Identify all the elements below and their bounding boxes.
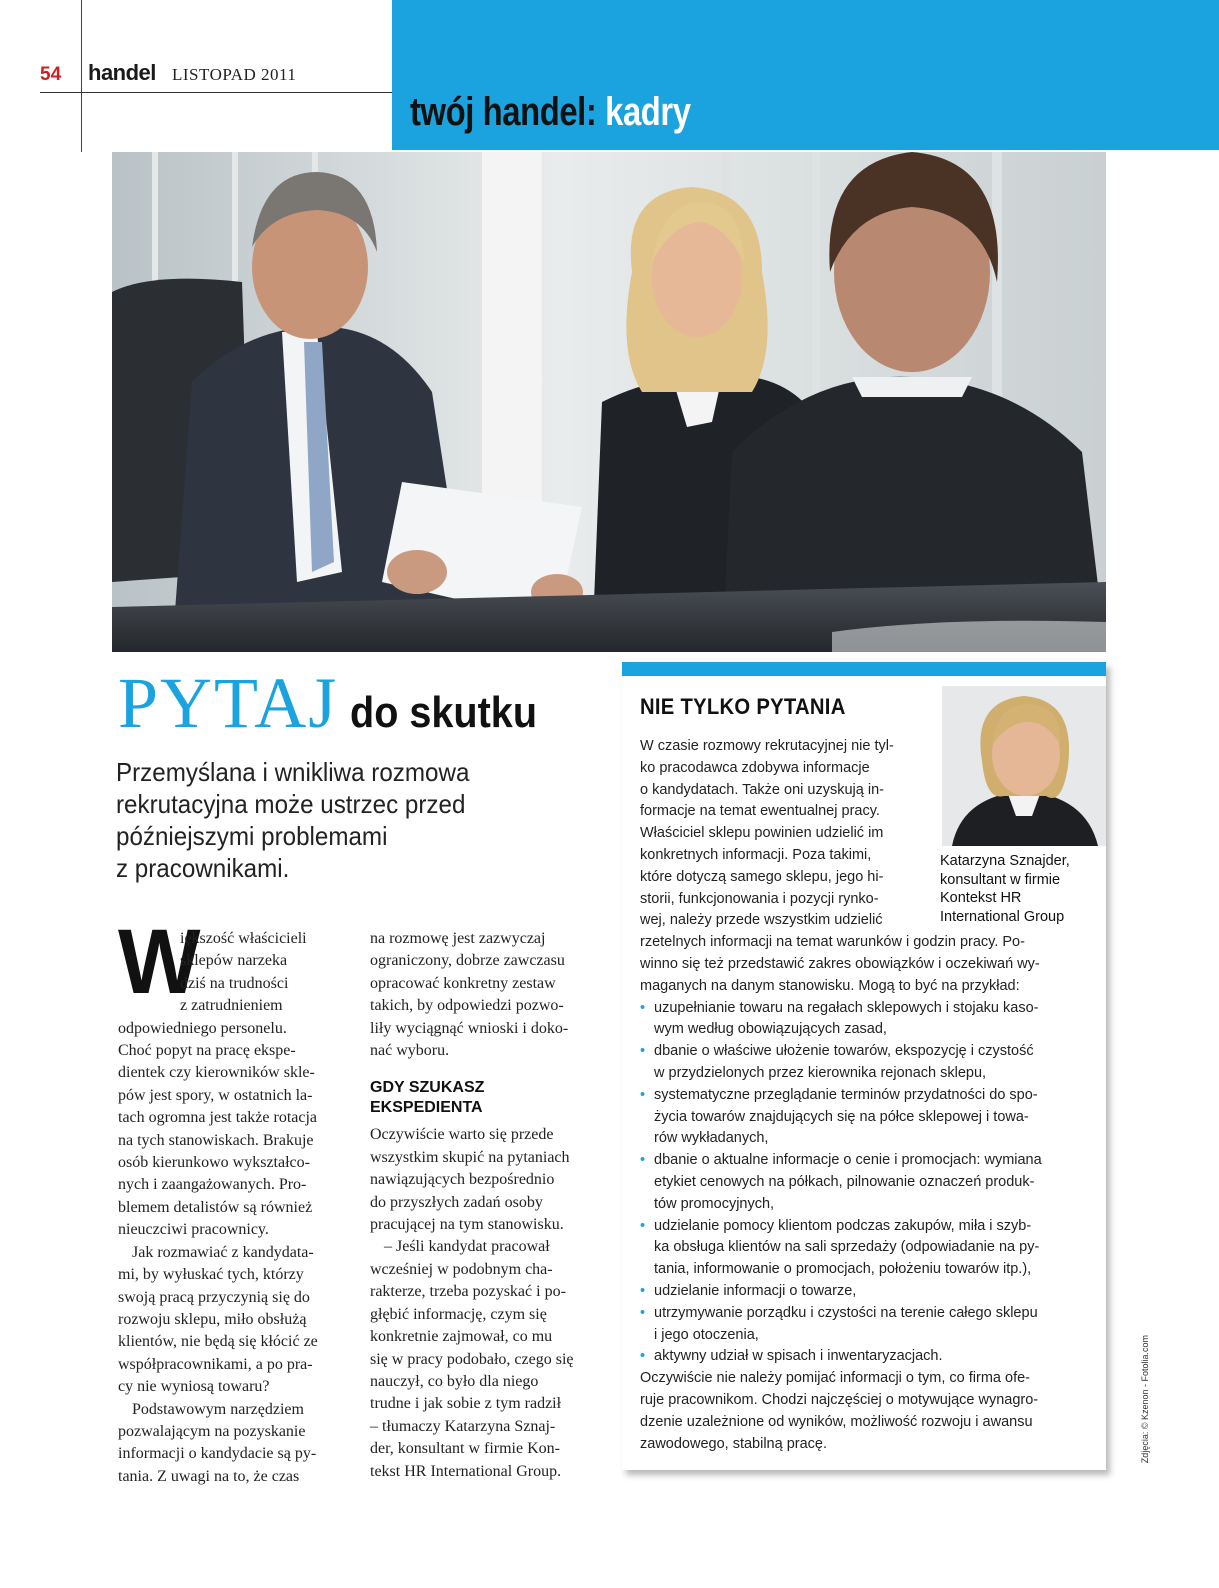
text-line: rzetelnych informacji na temat warunków i godzin pracy. Po- <box>640 934 1025 951</box>
text-line: blemem detalistów są również <box>118 1198 313 1216</box>
text-line: • udzielanie pomocy klientom podczas zakupów, miła i szyb- <box>654 1217 1032 1234</box>
issue-date: LISTOPAD 2011 <box>172 65 297 84</box>
text-line: maganych na danym stanowisku. Mogą to być na przykład: <box>640 977 1020 994</box>
text-line: pracującej na tym stanowisku. <box>370 1216 564 1234</box>
header-divider-vertical <box>81 0 82 152</box>
text-line: współpracownikami, a po pra- <box>118 1355 313 1373</box>
caption-line: International Group <box>940 908 1065 925</box>
text-line: ruje pracownikom. Chodzi najczęściej o motywujące wynagro- <box>640 1391 1039 1408</box>
text-line: Jak rozmawiać z kandydata- <box>132 1243 314 1261</box>
text-line: ka obsługa klientów na sali sprzedaży (odpowiadanie na py- <box>654 1239 1040 1256</box>
caption-line: Kontekst HR <box>940 890 1022 906</box>
text-line: do przyszłych zadań osoby <box>370 1193 543 1211</box>
text-line: – tłumaczy Katarzyna Sznaj- <box>370 1417 556 1435</box>
text-line: ograniczony, dobrze zawczasu <box>370 952 565 970</box>
text-line: Oczywiście nie należy pomijać informacji o tym, co firma ofe- <box>640 1370 1031 1387</box>
text-line: nieuczciwi pracownicy. <box>118 1221 269 1239</box>
lead-line: z pracownikami. <box>116 853 290 883</box>
bullet-list <box>640 998 1100 1369</box>
text-line: z zatrudnieniem <box>180 997 283 1015</box>
text-line: się w pracy podobało, czego się <box>370 1350 574 1368</box>
section-title-accent: kadry <box>605 90 691 134</box>
article-subheading <box>370 1078 598 1118</box>
section-title-prefix: twój handel: <box>410 90 606 134</box>
list-item <box>640 1085 1100 1150</box>
list-item <box>640 1346 1100 1368</box>
text-line: rakterze, trzeba pozyskać i po- <box>370 1283 566 1301</box>
text-line: cy nie wyniosą towaru? <box>118 1378 270 1396</box>
text-line: • udzielanie informacji o towarze, <box>654 1282 857 1299</box>
text-line: formacje na temat ewentualnej pracy. <box>640 803 880 820</box>
magazine-name: handel <box>88 60 156 85</box>
text-line: takich, by odpowiedzi pozwo- <box>370 997 564 1015</box>
text-line: rozwoju sklepu, miło obsłużą <box>118 1310 307 1328</box>
article-column-1 <box>118 928 340 1488</box>
text-line: dzenie uzależnione od wyników, możliwość rozwoju i awansu <box>640 1413 1033 1430</box>
lead-line: rekrutacyjna może ustrzec przed <box>116 789 466 819</box>
text-line: – Jeśli kandydat pracował <box>384 1238 550 1256</box>
text-line: • utrzymywanie porządku i czystości na terenie całego sklepu <box>654 1304 1038 1321</box>
drop-cap: W <box>118 911 201 1013</box>
text-line: liły wyciągnąć wnioski i doko- <box>370 1019 569 1037</box>
list-item <box>640 998 1100 1042</box>
text-line: które dotyczą samego sklepu, jego hi- <box>640 868 884 885</box>
text-line: trudne i jak sobie z tym radził <box>370 1395 562 1413</box>
text-line: w przydzielonych przez kierownika rejonach sklepu, <box>654 1064 987 1081</box>
text-line: tach ogromna jest także rotacja <box>118 1109 318 1127</box>
text-line: swoją pracą przyczynią się do <box>118 1288 310 1306</box>
text-line: na rozmowę jest zazwyczaj <box>370 930 546 947</box>
text-line: sklepów narzeka <box>180 952 288 970</box>
sidebar-title: NIE TYLKO PYTANIA <box>640 694 846 719</box>
text-line: nać wyboru. <box>370 1042 450 1060</box>
subheading-line: GDY SZUKASZ <box>370 1079 485 1097</box>
text-line: wszystkim skupić na pytaniach <box>370 1148 570 1166</box>
text-line: etykiet cenowych na półkach, pilnowanie oznaczeń produk- <box>654 1173 1035 1190</box>
sidebar-body <box>640 736 1100 1455</box>
text-line: informacji o kandydacie są py- <box>118 1445 317 1463</box>
text-line: wcześniej w podobnym cha- <box>370 1260 553 1278</box>
text-line: wym według obowiązujących zasad, <box>654 1021 887 1038</box>
article-headline <box>118 662 558 745</box>
text-line: opracować konkretny zestaw <box>370 974 556 992</box>
caption-line: Katarzyna Sznajder, <box>940 853 1070 869</box>
list-item <box>640 1150 1100 1215</box>
page-number: 54 <box>40 64 62 85</box>
sidebar-box <box>622 662 1106 1470</box>
text-line: odpowiedniego personelu. <box>118 1019 287 1037</box>
text-line: i jego otoczenia, <box>654 1326 759 1343</box>
header-rule <box>40 92 392 93</box>
text-line: tów promocyjnych, <box>654 1195 775 1212</box>
section-title <box>410 90 691 135</box>
article-lead <box>116 756 556 884</box>
hero-photo <box>112 152 1106 652</box>
text-line: tekst HR International Group. <box>370 1462 562 1480</box>
text-line: zawodowego, stabilną pracę. <box>640 1435 828 1452</box>
text-line: Oczywiście warto się przede <box>370 1126 554 1144</box>
text-line: pów jest spory, w ostatnich la- <box>118 1086 313 1104</box>
text-line: winno się też przedstawić zakres obowiązków i oczekiwań wy- <box>640 955 1040 972</box>
text-line: tania. Z uwagi na to, że czas <box>118 1467 300 1485</box>
text-line: nauczył, co było dla niego <box>370 1372 539 1390</box>
text-line: Podstawowym narzędziem <box>132 1400 304 1418</box>
text-line: der, konsultant w firmie Kon- <box>370 1440 560 1458</box>
list-item <box>640 1216 1100 1281</box>
text-line: • uzupełnianie towaru na regałach sklepowych i stojaku kaso- <box>654 999 1039 1016</box>
text-line: storii, funkcjonowania i pozycji rynko- <box>640 890 879 907</box>
text-line: konkretnie zajmował, co mu <box>370 1328 553 1346</box>
text-line: • systematyczne przeglądanie terminów przydatności do spo- <box>654 1086 1038 1103</box>
list-item <box>640 1041 1100 1085</box>
text-line: mi, by wyłuskać tych, którzy <box>118 1266 304 1284</box>
text-line: pozwalającym na pozyskanie <box>118 1422 306 1440</box>
article-column-2 <box>370 928 598 1483</box>
text-line: klientów, nie będą się kłócić ze <box>118 1333 318 1351</box>
list-item <box>640 1281 1100 1303</box>
text-line: • dbanie o aktualne informacje o cenie i promocjach: wymiana <box>654 1152 1042 1169</box>
subheading-line: EKSPEDIENTA <box>370 1099 483 1117</box>
text-line: wej, należy przede wszystkim udzielić <box>640 912 883 929</box>
text-line: dziś na trudności <box>180 974 289 992</box>
text-line: głębić informację, czym się <box>370 1305 547 1323</box>
text-line: Choć popyt na pracę ekspe- <box>118 1042 296 1060</box>
text-line: iększość właścicieli <box>180 930 307 947</box>
list-item <box>640 1303 1100 1347</box>
photo-credit: Zdjęcia: © Kzenon - Fotolia.com <box>1140 1335 1150 1464</box>
lead-line: późniejszymi problemami <box>116 821 388 851</box>
section-band <box>392 0 1219 150</box>
headline-rest: do skutku <box>350 688 538 737</box>
headline-word: PYTAJ <box>118 663 339 743</box>
text-line: nawiązujących bezpośrednio <box>370 1171 555 1189</box>
text-line: na tych stanowiskach. Brakuje <box>118 1131 314 1149</box>
text-line: tania, informowanie o promocjach, położeniu towarów itp.), <box>654 1261 1032 1278</box>
text-line: ko pracodawca zdobywa informacje <box>640 759 870 776</box>
lead-line: Przemyślana i wnikliwa rozmowa <box>116 757 470 787</box>
text-line: Właściciel sklepu powinien udzielić im <box>640 825 884 842</box>
text-line: nych i zaangażowanych. Pro- <box>118 1176 307 1194</box>
text-line: o kandydatach. Także oni uzyskują in- <box>640 781 884 798</box>
text-line: dientek czy kierowników skle- <box>118 1064 315 1082</box>
text-line: • dbanie o właściwe ułożenie towarów, ekspozycję i czystość <box>654 1043 1034 1060</box>
text-line: rów wykładanych, <box>654 1130 769 1147</box>
text-line: • aktywny udział w spisach i inwentaryzacjach. <box>654 1348 943 1365</box>
text-line: konkretnych informacji. Poza takimi, <box>640 846 872 863</box>
text-line: W czasie rozmowy rekrutacyjnej nie tyl- <box>640 738 894 754</box>
interview-scene-illustration <box>112 152 1106 652</box>
text-line: osób kierunkowo wykształco- <box>118 1154 310 1172</box>
text-line: życia towarów znajdujących się na półce sklepowej i towa- <box>654 1108 1029 1125</box>
caption-line: konsultant w firmie <box>940 871 1061 888</box>
